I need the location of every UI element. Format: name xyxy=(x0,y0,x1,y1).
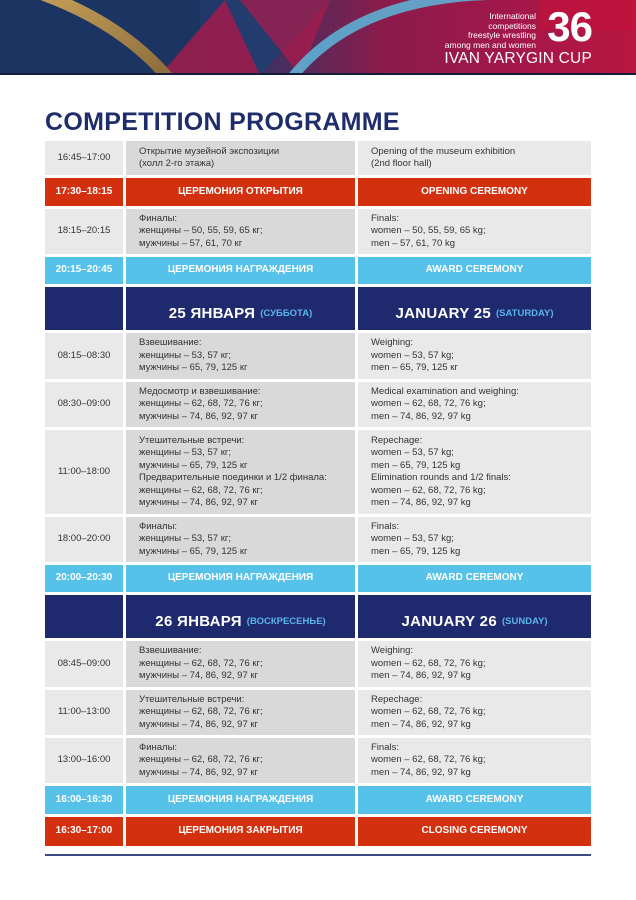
date-header-row xyxy=(45,287,591,330)
time-cell: 18:15–20:15 xyxy=(45,209,123,254)
russian-cell xyxy=(126,641,355,687)
time-cell: 08:15–08:30 xyxy=(45,333,123,379)
text-line: men – 65, 79, 125 kg xyxy=(371,545,461,557)
text-line: мужчины – 74, 86, 92, 97 кг xyxy=(139,670,259,682)
time-cell: 16:45–17:00 xyxy=(45,141,123,175)
russian-cell: ЦЕРЕМОНИЯ НАГРАЖДЕНИЯ xyxy=(126,565,355,592)
text-line: men – 74, 86, 92, 97 kg xyxy=(371,670,471,682)
date-ru: 25 ЯНВАРЯ xyxy=(168,305,256,323)
text-line: Repechage: xyxy=(371,434,423,446)
text-line: Финалы: xyxy=(139,212,178,224)
text-line: women – 53, 57 kg; xyxy=(371,349,454,361)
time-cell xyxy=(45,595,123,638)
time-cell: 18:00–20:00 xyxy=(45,517,123,562)
english-cell xyxy=(358,517,591,562)
table-row xyxy=(45,641,591,687)
table-row xyxy=(45,382,591,427)
tagline-line: among men and women xyxy=(444,39,536,50)
time-cell: 08:45–09:00 xyxy=(45,641,123,687)
date-header-row xyxy=(45,595,591,638)
text-line: Repechage: xyxy=(371,693,423,705)
text-line: женщины – 62, 68, 72, 76 кг; xyxy=(139,657,263,669)
ceremony-row xyxy=(45,178,591,206)
text-line: men – 65, 79, 125 кг xyxy=(371,362,458,374)
text-line: Открытие музейной экспозиции xyxy=(139,145,280,157)
text-line: Предварительные поединки и 1/2 финала: xyxy=(139,472,327,483)
english-cell: AWARD CEREMONY xyxy=(358,786,591,814)
text-line: женщины – 53, 57 кг; xyxy=(139,533,231,545)
table-row xyxy=(45,209,591,254)
text-line: men – 74, 86, 92, 97 kg xyxy=(371,718,471,730)
english-cell xyxy=(358,690,591,735)
time-cell: 16:00–16:30 xyxy=(45,786,123,814)
cup-name: IVAN YARYGIN CUP xyxy=(444,50,592,67)
ceremony-row xyxy=(45,565,591,592)
text-line: women – 62, 68, 72, 76 kg; xyxy=(371,484,486,496)
weekday-ru: (СУББОТА) xyxy=(260,308,313,320)
text-line: женщины – 50, 55, 59, 65 кг; xyxy=(139,225,263,237)
text-line: мужчины – 57, 61, 70 кг xyxy=(139,237,243,249)
text-line: men – 65, 79, 125 kg xyxy=(371,459,461,471)
header-banner xyxy=(0,0,636,75)
text-line: women – 62, 68, 72, 76 kg; xyxy=(371,657,486,669)
text-line: мужчины – 74, 86, 92, 97 кг xyxy=(139,718,259,730)
tagline-line: competitions xyxy=(488,20,536,31)
text-line: women – 50, 55, 59, 65 kg; xyxy=(371,225,486,237)
footer-divider xyxy=(45,854,591,856)
text-line: women – 62, 68, 72, 76 kg; xyxy=(371,754,486,766)
text-line: мужчины – 74, 86, 92, 97 кг xyxy=(139,410,259,422)
table-row xyxy=(45,517,591,562)
russian-cell xyxy=(126,287,355,330)
english-cell xyxy=(358,141,591,175)
table-row xyxy=(45,430,591,514)
banner-tagline xyxy=(445,12,536,50)
text-line: men – 74, 86, 92, 97 kg xyxy=(371,766,471,778)
english-cell xyxy=(358,209,591,254)
date-en: JANUARY 25 xyxy=(395,305,491,323)
russian-cell xyxy=(126,430,355,514)
english-cell xyxy=(358,287,591,330)
text-line: мужчины – 65, 79, 125 кг xyxy=(139,545,248,557)
text-line: женщины – 53, 57 кг; xyxy=(139,447,231,458)
russian-cell: ЦЕРЕМОНИЯ ЗАКРЫТИЯ xyxy=(126,817,355,846)
text-line: Финалы: xyxy=(139,520,178,532)
page-title: COMPETITION PROGRAMME xyxy=(45,108,400,136)
russian-cell xyxy=(126,209,355,254)
text-line: Finals: xyxy=(371,520,399,532)
weekday-ru: (ВОСКРЕСЕНЬЕ) xyxy=(246,616,326,628)
text-line: Weighing: xyxy=(371,337,414,349)
text-line: men – 57, 61, 70 kg xyxy=(371,237,455,249)
text-line: Утешительные встречи: xyxy=(139,434,245,446)
text-line: мужчины – 74, 86, 92, 97 кг xyxy=(139,766,259,778)
text-line: Взвешивание: xyxy=(139,337,202,349)
russian-cell xyxy=(126,333,355,379)
time-cell: 17:30–18:15 xyxy=(45,178,123,206)
english-cell xyxy=(358,641,591,687)
weekday-en: (SATURDAY) xyxy=(496,308,554,320)
russian-cell xyxy=(126,141,355,175)
text-line: женщины – 62, 68, 72, 76 кг; xyxy=(139,706,263,718)
text-line: men – 74, 86, 92, 97 kg xyxy=(371,410,471,422)
weekday-en: (SUNDAY) xyxy=(501,616,548,628)
text-line: Opening of the museum exhibition xyxy=(371,145,516,157)
ceremony-row xyxy=(45,257,591,284)
text-line: Medical examination and weighing: xyxy=(371,385,519,397)
text-line: (2nd floor hall) xyxy=(371,158,432,169)
text-line: (холл 2-го этажа) xyxy=(139,158,215,169)
text-line: Медосмотр и взвешивание: xyxy=(139,385,261,397)
time-cell: 16:30–17:00 xyxy=(45,817,123,846)
english-cell xyxy=(358,595,591,638)
time-cell xyxy=(45,287,123,330)
programme-table xyxy=(45,141,591,849)
text-line: women – 62, 68, 72, 76 kg; xyxy=(371,398,486,410)
date-en: JANUARY 26 xyxy=(401,613,497,631)
text-line: Финалы: xyxy=(139,741,178,753)
text-line: Finals: xyxy=(371,741,399,753)
text-line: men – 74, 86, 92, 97 kg xyxy=(371,497,471,508)
tagline-line: freestyle wrestling xyxy=(467,30,536,40)
english-cell: AWARD CEREMONY xyxy=(358,565,591,592)
russian-cell xyxy=(126,738,355,783)
russian-cell: ЦЕРЕМОНИЯ ОТКРЫТИЯ xyxy=(126,178,355,206)
text-line: women – 53, 57 kg; xyxy=(371,533,454,545)
text-line: women – 62, 68, 72, 76 kg; xyxy=(371,706,486,718)
english-cell xyxy=(358,382,591,427)
table-row xyxy=(45,141,591,175)
time-cell: 20:00–20:30 xyxy=(45,565,123,592)
table-row xyxy=(45,690,591,735)
edition-number: 36 xyxy=(547,3,592,50)
text-line: женщины – 62, 68, 72, 76 кг; xyxy=(139,754,263,766)
time-cell: 08:30–09:00 xyxy=(45,382,123,427)
table-row xyxy=(45,333,591,379)
text-line: женщины – 62, 68, 72, 76 кг; xyxy=(139,484,263,496)
english-cell xyxy=(358,333,591,379)
english-cell xyxy=(358,738,591,783)
russian-cell: ЦЕРЕМОНИЯ НАГРАЖДЕНИЯ xyxy=(126,257,355,284)
russian-cell xyxy=(126,595,355,638)
ceremony-row xyxy=(45,786,591,814)
english-cell: CLOSING CEREMONY xyxy=(358,817,591,846)
text-line: женщины – 53, 57 кг; xyxy=(139,349,231,361)
ceremony-row xyxy=(45,817,591,846)
russian-cell xyxy=(126,690,355,735)
text-line: Взвешивание: xyxy=(139,645,202,657)
text-line: women – 53, 57 kg; xyxy=(371,447,454,458)
time-cell: 11:00–18:00 xyxy=(45,430,123,514)
text-line: мужчины – 65, 79, 125 кг xyxy=(139,459,248,471)
english-cell: OPENING CEREMONY xyxy=(358,178,591,206)
tagline-line: International xyxy=(489,11,536,21)
text-line: женщины – 62, 68, 72, 76 кг; xyxy=(139,398,263,410)
russian-cell: ЦЕРЕМОНИЯ НАГРАЖДЕНИЯ xyxy=(126,786,355,814)
text-line: Утешительные встречи: xyxy=(139,693,245,705)
text-line: мужчины – 74, 86, 92, 97 кг xyxy=(139,497,259,508)
text-line: Finals: xyxy=(371,212,399,224)
english-cell: AWARD CEREMONY xyxy=(358,257,591,284)
russian-cell xyxy=(126,382,355,427)
date-ru: 26 ЯНВАРЯ xyxy=(155,613,242,631)
russian-cell xyxy=(126,517,355,562)
time-cell: 20:15–20:45 xyxy=(45,257,123,284)
text-line: Elimination rounds and 1/2 finals: xyxy=(371,472,511,483)
text-line: Weighing: xyxy=(371,645,414,657)
table-row xyxy=(45,738,591,783)
time-cell: 13:00–16:00 xyxy=(45,738,123,783)
text-line: мужчины – 65, 79, 125 кг xyxy=(139,362,248,374)
english-cell xyxy=(358,430,591,514)
time-cell: 11:00–13:00 xyxy=(45,690,123,735)
